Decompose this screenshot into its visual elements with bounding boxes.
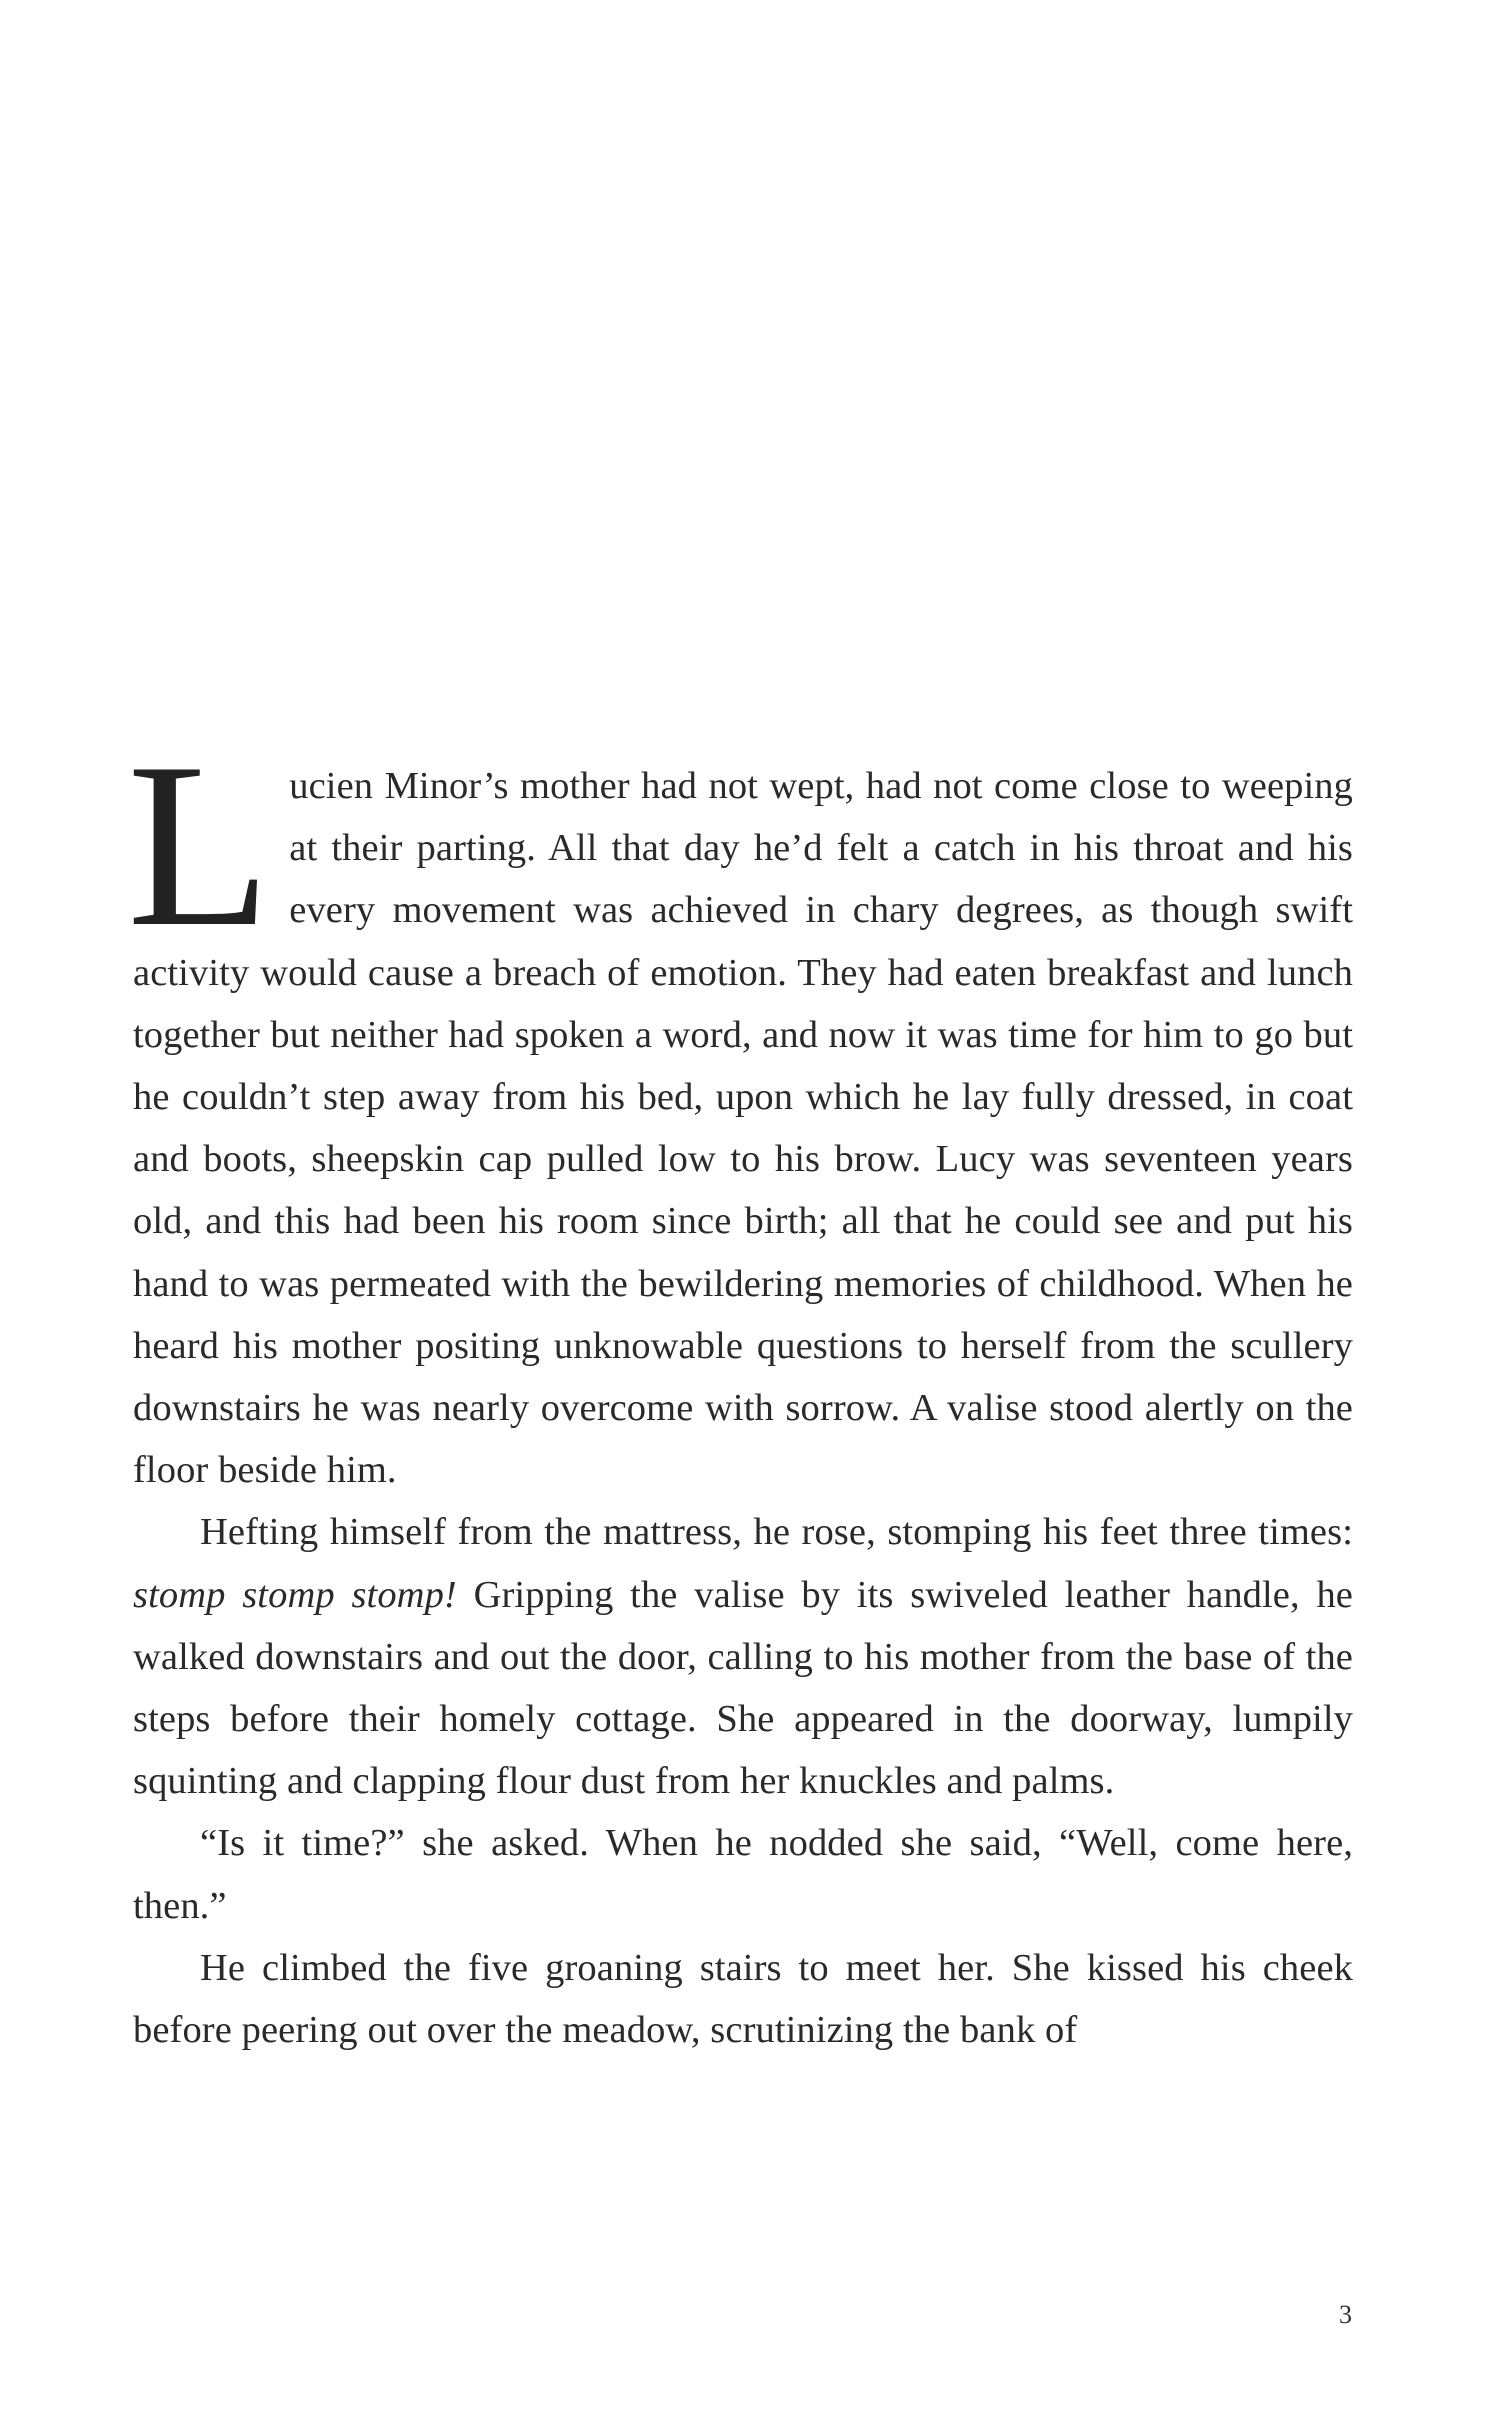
paragraph-1 <box>127 715 1353 1501</box>
paragraph-2-text-after: Gripping the valise by its swiveled leather handle, he walked downstairs and out the door, calling to his mother from the base of the steps before their homely cottage. She appeared in the doorway, lumpily squinting and clapping flour dust from her knuckles and palms. <box>133 1573 1353 1803</box>
paragraph-2 <box>133 1501 1353 1812</box>
chapter-text <box>127 715 1353 2061</box>
paragraph-2-text-before: Hefting himself from the mattress, he rose, stomping his feet three times: <box>200 1511 1353 1554</box>
paragraph-3: “Is it time?” she asked. When he nodded she said, “Well, come here, then.” <box>133 1822 1353 1927</box>
paragraph-4: He climbed the five groaning stairs to meet her. She kissed his cheek before peering out over the meadow, scrutinizing the bank of <box>133 1946 1353 2052</box>
paragraph-2-italic: stomp stomp stomp! <box>133 1573 457 1616</box>
page-number: 3 <box>1339 2300 1352 2329</box>
drop-cap: L <box>127 715 272 976</box>
paragraph-1-text: ucien Minor’s mother had not wept, had not come close to weeping at their parting. All that day he’d felt a catch in his throat and his every movement was achieved in chary degrees, as though swift activity would cause a breach of emotion. They had eaten breakfast and lunch together but neither had spoken a word, and now it was time for him to go but he couldn’t step away from his bed, upon which he lay fully dressed, in coat and boots, sheepskin cap pulled low to his brow. Lucy was seventeen years old, and this had been his room since birth; all that he could see and put his hand to was permeated with the bewildering memories of childhood. When he heard his mother positing unknowable questions to herself from the scullery downstairs he was nearly overcome with sorrow. A valise stood alertly on the floor beside him. <box>133 765 1353 1492</box>
